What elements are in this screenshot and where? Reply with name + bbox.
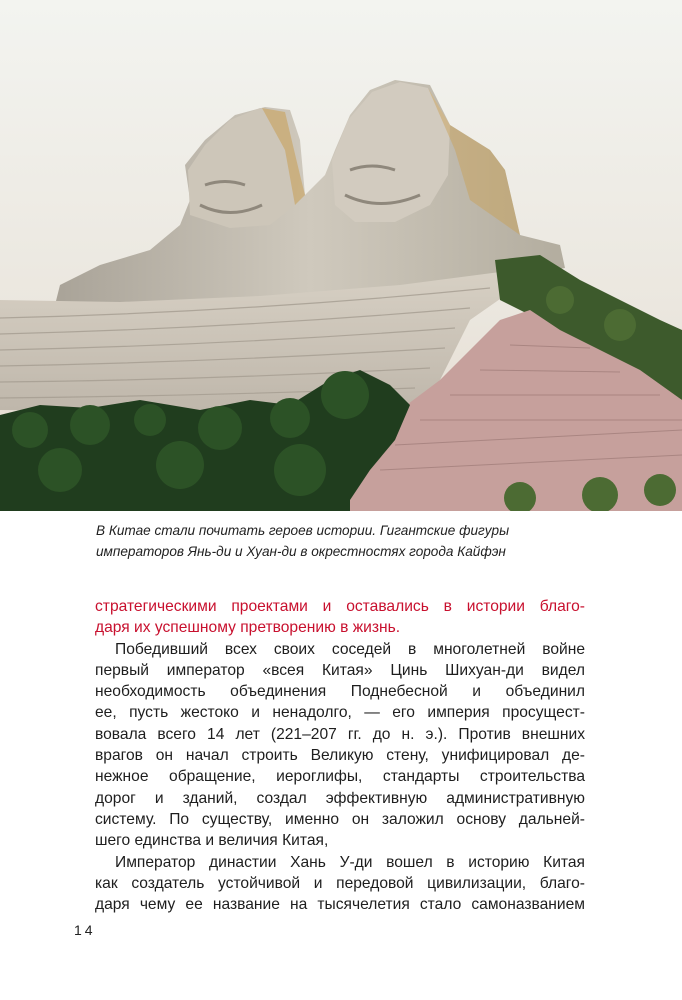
page-number: 14 <box>74 922 96 938</box>
text-line: необходимость объединения Поднебесной и объединил <box>95 683 585 701</box>
main-text <box>95 596 585 915</box>
text-line: систему. По существу, именно он заложил основу дальней- <box>95 810 585 828</box>
caption-line: императоров Янь-ди и Хуан-ди в окрестностях города Кайфэн <box>96 544 506 559</box>
text-line: врагов он начал строить Великую стену, унифицировал де- <box>95 747 585 765</box>
text-line: первый император «всея Китая» Цинь Шихуан-ди видел <box>95 661 585 679</box>
paragraph-start: Император династии Хань У-ди вошел в историю Китая <box>115 853 585 871</box>
text-line: стратегическими проектами и оставались в истории благо- <box>95 598 585 615</box>
caption-line: В Китае стали почитать героев истории. Гигантские фигуры <box>96 523 510 538</box>
text-line: дорог и зданий, создал эффективную административную <box>95 789 585 807</box>
text-line: даря чему ее название на тысячелетия стало самоназванием <box>95 896 585 914</box>
text-line: ее, пусть жестоко и ненадолго, — его империя просущест- <box>95 704 585 722</box>
text-line: как создатель устойчивой и передовой цивилизации, благо- <box>95 874 585 892</box>
text-line: нежное обращение, иероглифы, стандарты строительства <box>95 768 585 786</box>
paragraph-start: Победивший всех своих соседей в многолетней войне <box>115 640 585 658</box>
photo-caption <box>96 520 636 562</box>
text-line: шего единства и величия Китая, <box>95 832 329 850</box>
text-line: вовала всего 14 лет (221–207 гг. до н. э.). Против внешних <box>95 725 585 743</box>
text-line: даря их успешному претворению в жизнь. <box>95 619 401 637</box>
